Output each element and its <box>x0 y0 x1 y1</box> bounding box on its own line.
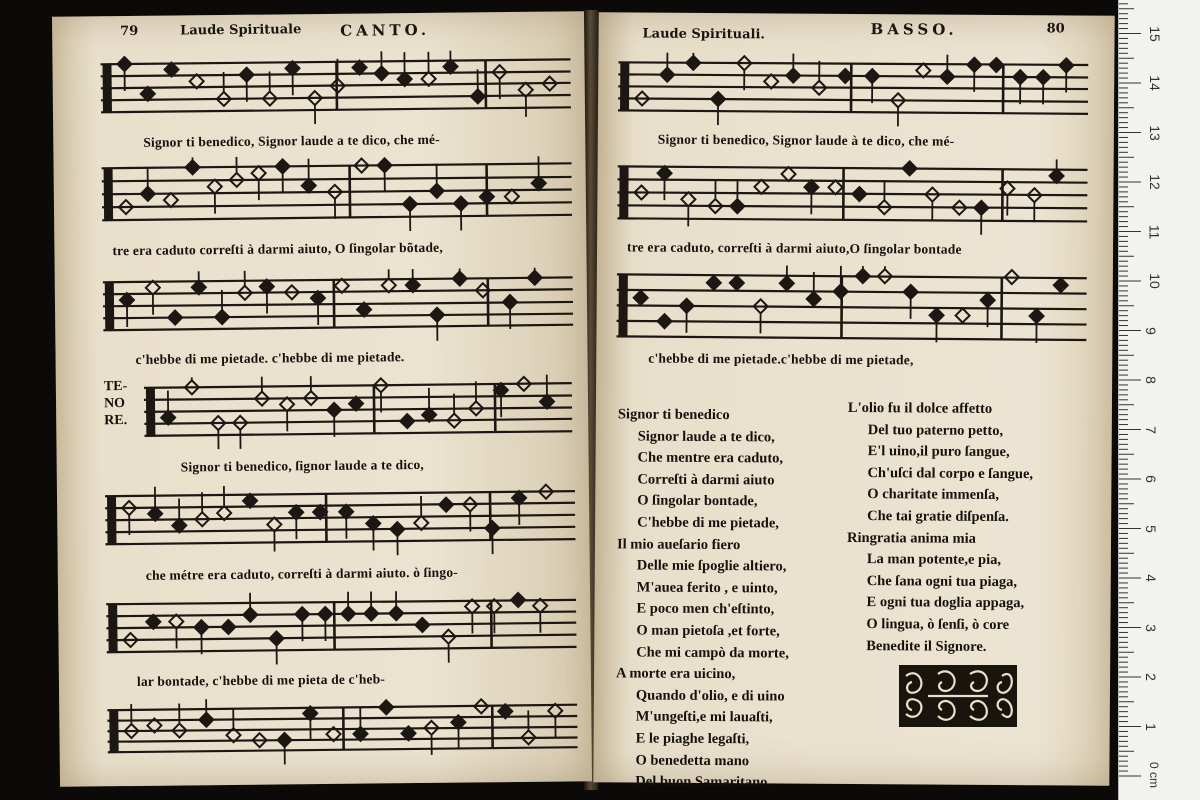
poem-line: Quando d'olio, e di uino <box>635 687 785 705</box>
ruler-number: 3 <box>1142 623 1159 632</box>
poem-line: Che mentre era caduto, <box>637 449 784 467</box>
ruler-number: 2 <box>1142 673 1159 681</box>
left-page <box>52 11 592 787</box>
ruler-number: 5 <box>1142 524 1159 533</box>
poem-line: Che tai gratie diſpenſa. <box>867 508 1010 526</box>
lyric-line: Signor ti benedico, ſignor laude a te dico, <box>180 456 425 475</box>
lyric-line: c'hebbe di me pietade.c'hebbe di me pietade, <box>648 350 914 368</box>
poem-line: C'hebbe di me pietade, <box>637 514 779 532</box>
tenore-label <box>104 378 128 429</box>
right-page <box>593 12 1114 791</box>
right-page-number: 80 <box>1046 21 1065 37</box>
printer-ornament <box>898 664 1018 728</box>
poem-line: Che mi campò da morte, <box>636 644 789 662</box>
poem-line: Signor laude a te dico, <box>637 428 775 446</box>
poem-line: O benedetta mano <box>635 751 750 769</box>
music-staff <box>144 373 573 449</box>
ruler-number: 9 <box>1142 326 1159 335</box>
music-staff <box>101 153 572 234</box>
poem-line: A morte era uicino, <box>616 665 736 683</box>
ruler-number: 7 <box>1142 425 1159 434</box>
music-staff <box>616 264 1087 353</box>
ruler-number: 10 <box>1146 273 1163 289</box>
ruler-number: 11 <box>1146 224 1163 239</box>
right-voice-part: BASSO. <box>870 20 958 39</box>
left-page-number: 79 <box>120 23 139 40</box>
music-staff <box>617 156 1088 235</box>
left-running-title: Laude Spirituale <box>180 22 302 39</box>
poem-line: E ogni tua doglia appaga, <box>866 594 1025 612</box>
poem-line: E le piaghe legaſti, <box>635 730 750 748</box>
poem-line: E'l uino,il puro ſangue, <box>867 443 1010 461</box>
poem-column-right <box>846 398 1033 658</box>
ruler-number: 13 <box>1146 124 1163 141</box>
lyric-line: Signor ti benedico, Signor laude a te dico, che mé- <box>143 131 440 150</box>
poem-line: E poco men ch'eſtinto, <box>636 600 775 618</box>
tenore-label-part: NO <box>103 396 126 412</box>
poem-line: Correſti à darmi aiuto <box>637 471 775 489</box>
poem-line: M'ungeſti,e mi lauaſti, <box>635 708 773 726</box>
measurement-ruler <box>1118 0 1200 800</box>
ruler-number: 8 <box>1142 376 1159 384</box>
left-voice-part: CANTO. <box>340 20 431 40</box>
right-running-title: Laude Spirituali. <box>642 26 765 43</box>
poem-line: Signor ti benedico <box>617 406 730 424</box>
ruler-unit: 0 cm <box>1147 761 1162 789</box>
poem-line: Ch'uſci dal corpo e ſangue, <box>867 464 1034 483</box>
lyric-line: che métre era caduto, correſti à darmi aiuto. ò ſingo- <box>145 564 459 583</box>
poem-line: Benedite il Signore. <box>866 637 987 655</box>
music-staff <box>100 49 571 126</box>
ruler-number: 6 <box>1142 475 1159 483</box>
ruler-number: 15 <box>1146 25 1163 42</box>
ruler-number: 12 <box>1146 174 1163 190</box>
tenore-label-part: TE- <box>103 379 128 395</box>
poem-column-left <box>615 404 790 794</box>
poem-line: Delle mie ſpoglie altiero, <box>636 557 787 575</box>
poem-line: Che ſana ogni tua piaga, <box>866 572 1018 590</box>
poem-line: O man pietoſa ,et forte, <box>636 622 780 640</box>
lyric-line: lar bontade, c'hebbe di me pieta de c'heb- <box>136 671 386 689</box>
poem-line: O charitate immenſa, <box>867 486 1000 504</box>
poem-line: Del tuo paterno petto, <box>867 421 1004 439</box>
lyric-line: Signor ti benedico, Signor laude à te dico, che mé- <box>657 131 955 149</box>
music-staff <box>106 589 577 666</box>
ruler-number: 4 <box>1142 574 1159 582</box>
ruler-number: 14 <box>1146 75 1163 91</box>
music-staff <box>107 695 578 766</box>
tenore-label-part: RE. <box>104 413 128 429</box>
poem-line: O lingua, ò ſenſi, ò core <box>866 616 1010 634</box>
lyric-line: tre era caduto, correſti à darmi aiuto,O ſingolar bontade <box>627 239 962 257</box>
lyric-line: c'hebbe di me pietade. c'hebbe di me pietade. <box>135 349 405 367</box>
music-staff <box>618 52 1088 127</box>
poem-line: L'olio fu il dolce affetto <box>847 399 993 417</box>
poem-line: O ſingolar bontade, <box>637 492 758 510</box>
ruler-number: 1 <box>1142 722 1159 731</box>
poem-line: M'auea ferito , e uinto, <box>636 579 778 597</box>
poem-line: Del buon Samaritano. <box>635 773 772 791</box>
poem-line: Ringratia anima mia <box>846 529 976 547</box>
music-staff <box>103 267 574 344</box>
lyric-line: tre era caduto correſti à darmi aiuto, O ſingolar bõtade, <box>112 239 443 259</box>
music-staff <box>105 481 576 558</box>
ruler-ticks <box>1119 0 1200 800</box>
poem-line: Il mio aueſario fiero <box>616 535 741 553</box>
poem-line: La man potente,e pia, <box>866 551 1002 569</box>
